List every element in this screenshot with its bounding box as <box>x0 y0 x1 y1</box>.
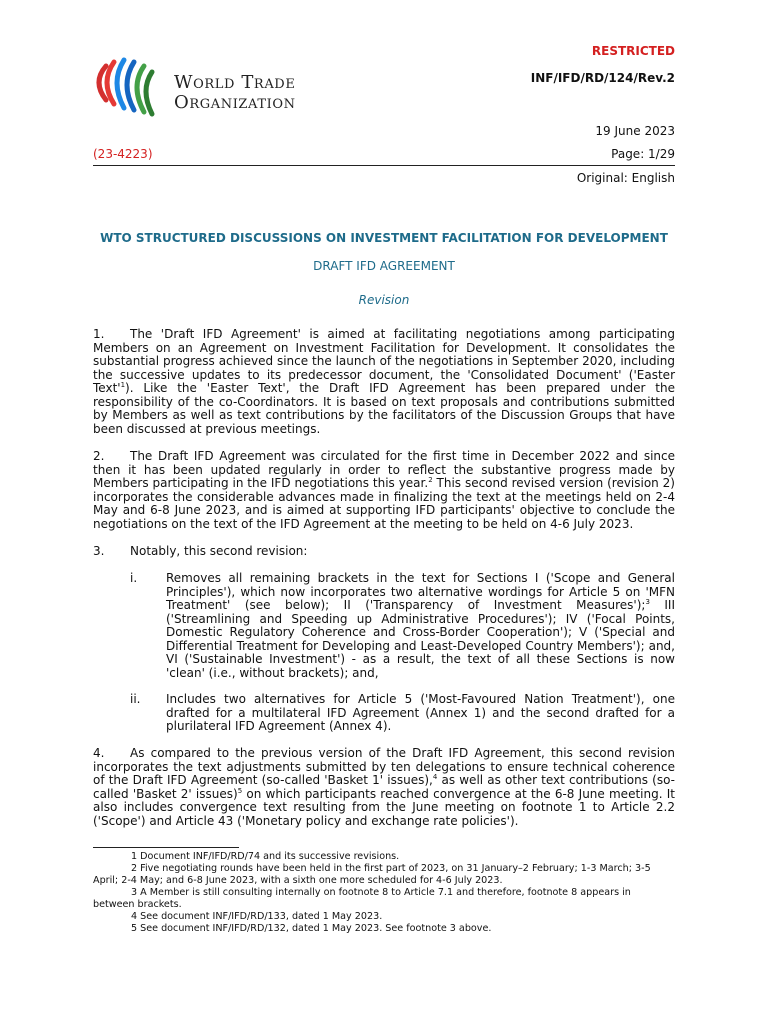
footnote-ref[interactable]: 2 <box>428 476 433 484</box>
paragraph-number: 2. <box>93 449 105 463</box>
paragraph-number: 3. <box>93 544 105 558</box>
list-item <box>130 572 675 680</box>
paragraph-4 <box>93 747 675 828</box>
organization-name <box>174 73 296 113</box>
paragraph-1 <box>93 328 675 436</box>
header-divider <box>93 165 675 166</box>
paragraph-number: 1. <box>93 327 105 341</box>
paragraph-text: The Draft IFD Agreement was circulated for the first time in December 2022 and since then it has been updated regularly in order to reflect the substantive progress made by Members participating in the IFD negotiations this year. <box>93 449 675 490</box>
document-title: WTO STRUCTURED DISCUSSIONS ON INVESTMENT FACILITATION FOR DEVELOPMENT <box>100 231 668 245</box>
org-name-line2: Organization <box>174 92 296 113</box>
list-item-text-a: Removes all remaining brackets in the text for Sections I ('Scope and General Principles'), which now incorporates two alternative wordings for Article 5 on 'MFN Treatment' (see below); II ('Transparency of Investment Measures'); <box>166 571 675 612</box>
list-item-text-b: III ('Streamlining and Speeding up Administrative Procedures'); IV ('Focal Points, Domestic Regulatory Coherence and Cross-Border Cooperation'); V ('Special and Differential Treatment for Developing and Least-Developed Country Members'); and, VI ('Sustainable Investment') - as a result, the text of all these Sections is now 'clean' (i.e., without brackets); and, <box>166 598 675 680</box>
document-symbol: INF/IFD/RD/124/Rev.2 <box>530 71 675 85</box>
footnote-ref[interactable]: 4 <box>432 773 438 781</box>
document-subtitle: DRAFT IFD AGREEMENT <box>313 259 455 273</box>
list-item-number: i. <box>130 571 138 585</box>
footnote-ref[interactable]: 5 <box>237 786 243 795</box>
footnote: 2 Five negotiating rounds have been held in the first part of 2023, on 31 January–2 February; 1-3 March; 3-5 April; 2-4 May; and 6-8 June 2023, with a sixth one more scheduled for 4-6 July 2023. <box>93 863 651 886</box>
list-item <box>130 693 675 734</box>
footnote: 5 See document INF/IFD/RD/132, dated 1 May 2023. See footnote 3 above. <box>131 923 492 934</box>
footnotes <box>93 851 675 935</box>
paragraph-2 <box>93 450 675 531</box>
revision-label: Revision <box>358 293 410 307</box>
paragraph-text: This second revised version (revision 2) incorporates the considerable advances made in finalizing the text at the meetings held on 2-4 May and 6-8 June 2023, and is aimed at supporting IFD participants' objective to conclude the negotiations on the text of the IFD Agreement at the meeting to be held on 4-6 July 2023. <box>93 476 675 531</box>
page-number: Page: 1/29 <box>611 147 675 161</box>
paragraph-text: Notably, this second revision: <box>130 544 308 558</box>
document-code: (23-4223) <box>93 147 153 161</box>
paragraph-text: The 'Draft IFD Agreement' is aimed at facilitating negotiations among participating Members on an Agreement on Investment Facilitation for Development. It consolidates the substantial progress achieved since the launch of the negotiations in September 2020, including the successive updates to its predecessor document, the 'Consolidated Document' ('Easter Text' <box>93 327 675 395</box>
list-item-text <box>166 572 675 680</box>
footnote-ref[interactable]: 3 <box>645 598 650 606</box>
org-name-line1: World Trade <box>174 72 296 93</box>
footnote-ref[interactable]: 1 <box>120 381 126 389</box>
wto-logo-icon <box>84 56 164 132</box>
paragraph-text: ). Like the 'Easter Text', the Draft IFD Agreement has been prepared under the responsibility of the co-Coordinators. It is based on text proposals and contributions submitted by Members as well as text contributions by the facilitators of the Discussion Groups that have been discussed at previous meetings. <box>93 381 675 436</box>
footnote: 4 See document INF/IFD/RD/133, dated 1 May 2023. <box>131 911 383 922</box>
wto-logo <box>84 56 334 132</box>
paragraph-text: on which participants reached convergence at the 6-8 June meeting. It also includes convergence text resulting from the June meeting on footnote 1 to Article 2.2 ('Scope') and Article 43 ('Monetary policy and exchange rate policies'). <box>93 786 675 828</box>
footnote-divider <box>93 847 239 848</box>
list-item-text: Includes two alternatives for Article 5 ('Most-Favoured Nation Treatment'), one drafted for a multilateral IFD Agreement (Annex 1) and the second drafted for a plurilateral IFD Agreement (Annex 4). <box>166 692 675 733</box>
paragraph-text: As compared to the previous version of the Draft IFD Agreement, this second revision incorporates the text adjustments submitted by ten delegations to ensure technical coherence of the Draft IFD Agreement (so-called 'Basket 1' issues), <box>93 746 675 787</box>
restricted-label: RESTRICTED <box>591 44 675 58</box>
original-language: Original: English <box>576 171 675 185</box>
paragraph-text: as well as other text contributions (so-called 'Basket 2' issues) <box>93 773 675 801</box>
paragraph-number: 4. <box>93 746 105 760</box>
document-date: 19 June 2023 <box>595 124 675 138</box>
footnote: 1 Document INF/IFD/RD/74 and its successive revisions. <box>131 851 400 862</box>
list-item-number: ii. <box>130 692 141 706</box>
footnote: 3 A Member is still consulting internally on footnote 8 to Article 7.1 and therefore, footnote 8 appears in between brackets. <box>93 887 631 910</box>
paragraph-3 <box>93 545 675 559</box>
